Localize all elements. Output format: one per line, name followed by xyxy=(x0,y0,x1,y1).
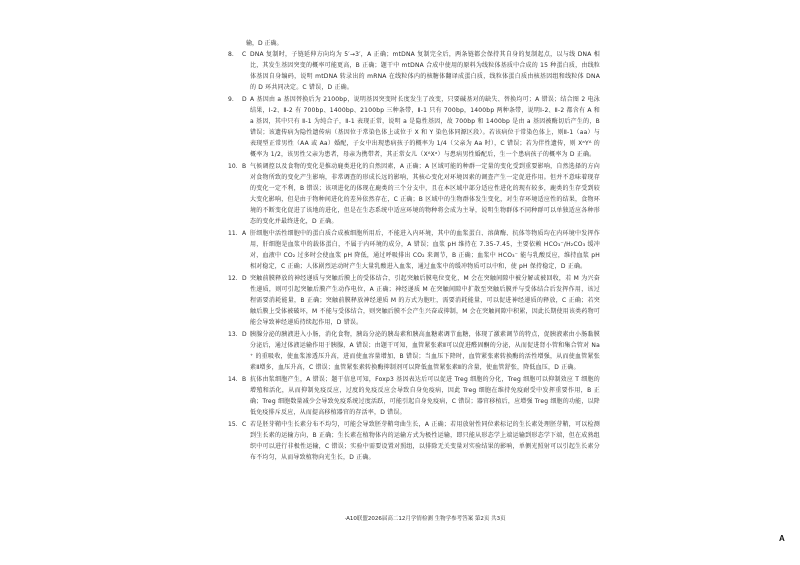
answer-letter: B xyxy=(242,376,247,383)
answer-item-15 xyxy=(228,419,600,463)
question-number: 13. xyxy=(228,331,238,338)
answer-letter: A xyxy=(242,230,247,237)
explanation-text: 抗体由浆细胞产生，A 错误；题干信息可知，Foxp3 基因表达后可以促进 Treg 细胞的分化，Treg 细胞可以抑制效应 T 细胞的增殖和活化，从而抑制免疫反应，过度的免疫反应会导致自身免疫病，因此 Treg 细胞在维持免疫耐受中发挥重要作用，B 正确；Treg 细胞数量减少会导致免疫系统过度活跃，可能引起自身免疫病，C 错误；器官移植后，应增强 Treg 细胞的功能，以降低免疫排斥反应，从而提高移植器官的存活率，D 错误。 xyxy=(250,376,600,416)
explanation-text: DNA 复制时，子链延伸方向均为 5′→3′，A 正确；mtDNA 复制完全后，两条链都会保持其自身的复制起点，以与线 DNA 相比，其发生基因突变的概率可能更高，B 正确；题干中 mtDNA 合成中使用的原料为线粒体基质中合成的 15 种蛋白质，由线粒体基因自身编码，说明 mtDNA 转录出的 mRNA 在线粒体内的核糖体翻译成蛋白质，线粒体蛋白质由核基因组和线粒体 DNA 的 D 环共同决定。C 错误，D 正确。 xyxy=(250,51,600,91)
answer-letter: D xyxy=(242,96,247,103)
question-number: 10. xyxy=(228,163,238,170)
answer-item-8 xyxy=(228,49,600,93)
explanation-text: A 基因由 a 基因替换后为 2100bp，说明基因突变时长度发生了改变，只要碱基对的缺失、替换均可；A 错误；结合图 2 电泳结果，Ⅰ-2、Ⅱ-2 有 700bp、1400bp、2100bp 三种条带，Ⅱ-1 只有 700bp，1400bp 两种条带，说明Ⅰ-2、Ⅱ-2 都含有 A 和 a 基因，其中只有 Ⅱ-1 为纯合子，Ⅱ-1 表现正常，说明 a 是隐性基因，故 700bp 和 1400bp 是由 a 基因被酶切后产生的，B 错误；该遗传病为隐性遗传病（基因位于常染色体上或位于 X 和 Y 染色体同源区段）。若该病位于常染色体上，则Ⅱ-1（aa）与表现型正常男性（AA 或 Aa）婚配，子女中出现患病孩子的概率为 1/4（父亲为 Aa 时），C 错误；若为伴性遗传，则 XᵃYᴬ 的概率为 1/2，该男性父亲为患者，母亲为携带者，其正常女儿（XᴬXᵃ）与患病男性婚配后，生一个患病孩子的概率为 D 正确。 xyxy=(250,96,600,158)
explanation-text: 突触前膜释放的神经递质与突触后膜上的受体结合，引起突触后膜电位变化，M 会在突触间隙中被分解或被回收，若 M 为兴奋性递质，则可引起突触后膜产生动作电位，A 正确；神经递质 M 在突触间隙中扩散至突触后膜并与受体结合后发挥作用，该过程需要消耗能量，B 正确；突触前膜释放神经递质 M 的方式为胞吐，需要消耗能量，可以促进神经递质的释放，C 正确；若突触后膜上受体被破坏，M 不能与受体结合，则突触后膜不会产生兴奋或抑制，M 会在突触间隙中积累，因此长期使用该类药物可能会导致神经递质持续起作用，D 错误。 xyxy=(250,275,600,326)
question-number: 12. xyxy=(228,275,238,282)
answer-letter: D xyxy=(242,331,247,338)
answer-item-10 xyxy=(228,161,600,227)
answer-letter: C xyxy=(242,421,247,428)
explanation-text: 肝细胞中活性细胞中的蛋白质合成被细胞所用后，不能进入内环境，其中的血浆蛋白、溶菌酶、抗体等物质均在内环境中发挥作用，肝细胞是血浆中的载体蛋白，不属于内环境的成分，A 错误；血浆 pH 维持在 7.35-7.45，主要依赖 HCO₃⁻/H₂CO₃ 缓冲对，血液中 CO₂ 过多时会使血浆 pH 降低，通过呼吸排出 CO₂ 来调节，B 正确；血浆中 HCO₃⁻ 能与乳酸反应，维持血浆 pH 相对稳定，C 正确；人体剧烈运动时产生大量乳酸进入血浆，通过血浆中的缓冲物质可以中和，使 pH 保持稳定，D 正确。 xyxy=(250,230,600,270)
question-number: 11. xyxy=(228,230,238,237)
answer-item-9 xyxy=(228,94,600,160)
corner-mark: A xyxy=(779,534,785,543)
explanation-text: 气候调控以及食物的变化是推动鹿类进化的自然因素，A 正确；A 区域可能的种群一定量的变化受到重要影响，自然选择的方向对食物所致的变化产生影响，非常调查的形成长远的影响，其核心变化对环境因素的调查产生一定促进作用。但并不意味着现存的变化一定不利，B 错误；该项进化的体现在鹿类的三个分支中，且在本区域中部分适应性进化的现有较多，鹿类的生存受到较大变化影响，但是由于物种间进化的差异依然存在，C 正确；B 区域中的生物群体发生变化，对生存环境适应性的结果，食物环境的不断变化促进了该地的进化，但是在生态系统中适应环境的物种将会成为主导，说明生物群体不同种群可以单独适应各种形态的变化并最终进化，D 正确。 xyxy=(250,163,600,225)
answer-letter: C xyxy=(242,51,247,58)
continued-answer-line: 输，D 正确。 xyxy=(246,40,283,47)
question-number: 9. xyxy=(228,96,234,103)
explanation-text: 若是胚芽鞘中生长素分布不均匀，可能会导致胚芽鞘弯曲生长，A 正确；若用放射性同位素标记的生长素处理胚芽鞘，可以检测到生长素的运输方向，B 正确；生长素在植物体内的运输方式为极性运输，即只能从形态学上端运输到形态学下端，但在成熟组织中可以进行非极性运输，C 错误；实验中需要设置对照组，以排除无关变量对实验结果的影响，单侧光照射可以引起生长素分布不均匀，从而导致植物向光生长，D 正确。 xyxy=(250,421,600,461)
explanation-text: 胰腺分泌的胰液进入小肠，消化食物，胰岛分泌的胰岛素和胰高血糖素调节血糖，体现了激素调节的特点，促胰液素由小肠黏膜分泌后，通过体液运输作用于胰腺，A 错误；由题干可知，血管紧张素Ⅱ可以促进醛固酮的分泌，从而促进肾小管和集合管对 Na⁺ 的重吸收，使血浆渗透压升高，进而使血容量增加，B 错误；当血压下降时，血管紧张素转换酶的活性增强，从而使血管紧张素Ⅱ增多，血压升高，C 错误；血管紧张素转换酶抑制剂可以降低血管紧张素Ⅱ的含量，使血管舒张，降低血压，D 正确。 xyxy=(250,331,600,371)
answer-item-13 xyxy=(228,329,600,373)
answer-letter: D xyxy=(242,275,247,282)
question-number: 8. xyxy=(228,51,234,58)
page-footer: ·A10联盟2026届高二12月学情检测 生物学参考答案 第2页 共3页 xyxy=(344,516,506,522)
answer-item-11 xyxy=(228,228,600,272)
question-number: 15. xyxy=(228,421,238,428)
answer-item-14 xyxy=(228,374,600,418)
question-number: 14. xyxy=(228,376,238,383)
answer-letter: B xyxy=(242,163,247,170)
answer-document xyxy=(228,38,600,464)
answer-item-12 xyxy=(228,273,600,328)
